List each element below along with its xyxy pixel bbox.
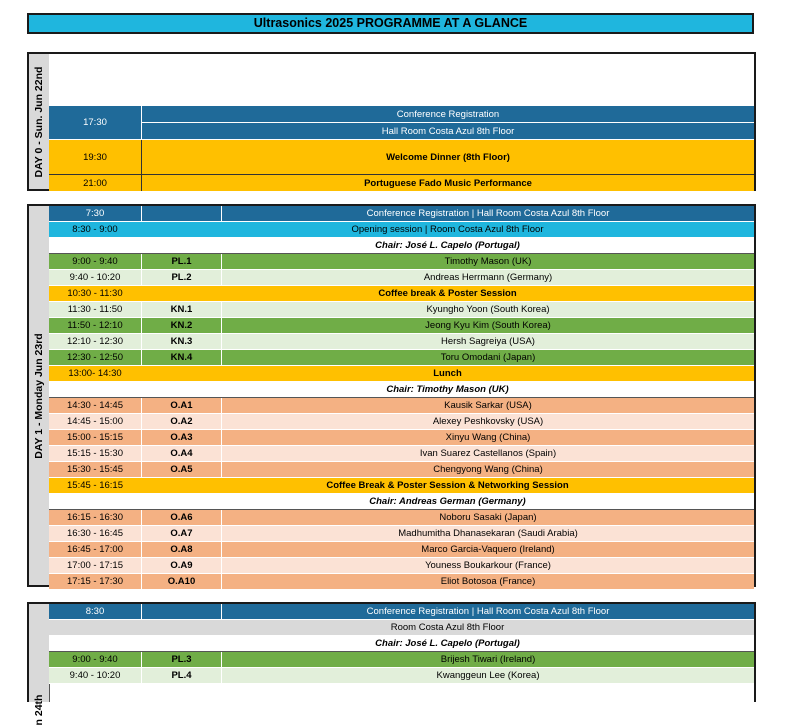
day1-code: O.A6 <box>141 510 221 525</box>
day2-code: PL.4 <box>141 668 221 683</box>
day0-dinner-text: Welcome Dinner (8th Floor) <box>386 151 510 163</box>
day1-speaker: Chengyong Wang (China) <box>221 462 754 477</box>
day1-time <box>49 382 141 397</box>
day2-chair: Chair: José L. Capelo (Portugal) <box>141 636 754 651</box>
day1-speaker: Hersh Sagreiya (USA) <box>221 334 754 349</box>
day1-row <box>49 222 754 238</box>
day1-chair: Chair: Timothy Mason (UK) <box>141 382 754 397</box>
day1-row <box>49 414 754 430</box>
day1-break: Coffee break & Poster Session <box>141 286 754 301</box>
day1-time: 11:30 - 11:50 <box>49 302 141 317</box>
day1-code: O.A8 <box>141 542 221 557</box>
day1-code: O.A5 <box>141 462 221 477</box>
day1-speaker: Jeong Kyu Kim (South Korea) <box>221 318 754 333</box>
day1-code: O.A2 <box>141 414 221 429</box>
day1-code: O.A10 <box>141 574 221 589</box>
day1-row <box>49 526 754 542</box>
day2-row <box>49 604 754 620</box>
day0-fado-row <box>49 175 754 191</box>
day0-fado-time: 21:00 <box>49 175 142 191</box>
day1-code: KN.3 <box>141 334 221 349</box>
day1-label: DAY 1 - Monday Jun 23rd <box>29 206 50 585</box>
day1-time: 14:30 - 14:45 <box>49 398 141 413</box>
day1-row <box>49 366 754 382</box>
day1-block <box>27 204 756 587</box>
day0-label: DAY 0 - Sun. Jun 22nd <box>29 54 50 189</box>
day1-code: KN.2 <box>141 318 221 333</box>
day2-row <box>49 668 754 684</box>
day1-row <box>49 398 754 414</box>
day1-time: 14:45 - 15:00 <box>49 414 141 429</box>
day1-row <box>49 382 754 398</box>
day1-schedule <box>49 206 754 585</box>
day1-speaker: Toru Omodani (Japan) <box>221 350 754 365</box>
day1-time: 15:30 - 15:45 <box>49 462 141 477</box>
day1-speaker: Youness Boukarkour (France) <box>221 558 754 573</box>
day1-text: Conference Registration | Hall Room Costa Azul 8th Floor <box>221 206 754 221</box>
day0-registration-row <box>49 106 754 140</box>
day2-block <box>27 602 756 725</box>
day1-speaker: Andreas Herrmann (Germany) <box>221 270 754 285</box>
day1-speaker: Timothy Mason (UK) <box>221 254 754 269</box>
day0-dinner-row <box>49 140 754 175</box>
day1-speaker: Ivan Suarez Castellanos (Spain) <box>221 446 754 461</box>
day1-code: PL.2 <box>141 270 221 285</box>
day2-time: 9:40 - 10:20 <box>49 668 141 683</box>
day1-time: 12:10 - 12:30 <box>49 334 141 349</box>
day1-time: 16:45 - 17:00 <box>49 542 141 557</box>
day1-time: 15:00 - 15:15 <box>49 430 141 445</box>
day1-time: 15:15 - 15:30 <box>49 446 141 461</box>
day1-time <box>49 238 141 253</box>
day1-time: 12:30 - 12:50 <box>49 350 141 365</box>
day2-text: Conference Registration | Hall Room Costa Azul 8th Floor <box>221 604 754 619</box>
day2-row <box>49 636 754 652</box>
day1-row <box>49 302 754 318</box>
day1-chair: Chair: José L. Capelo (Portugal) <box>141 238 754 253</box>
day1-break: Lunch <box>141 366 754 381</box>
day2-row <box>49 652 754 668</box>
day1-speaker: Kyungho Yoon (South Korea) <box>221 302 754 317</box>
day1-row <box>49 350 754 366</box>
day2-time <box>49 620 141 635</box>
day1-row <box>49 286 754 302</box>
day1-time: 9:00 - 9:40 <box>49 254 141 269</box>
day1-break: Coffee Break & Poster Session & Networking Session <box>141 478 754 493</box>
day0-registration-title: Conference Registration <box>142 106 754 123</box>
day1-speaker: Alexey Peshkovsky (USA) <box>221 414 754 429</box>
day1-code: O.A7 <box>141 526 221 541</box>
day2-schedule <box>49 604 754 702</box>
day1-code: KN.4 <box>141 350 221 365</box>
day1-speaker: Eliot Botosoa (France) <box>221 574 754 589</box>
day1-code: O.A4 <box>141 446 221 461</box>
programme-title: Ultrasonics 2025 PROGRAMME AT A GLANCE <box>27 13 754 34</box>
day1-code <box>141 206 221 221</box>
day2-code: PL.3 <box>141 652 221 667</box>
day2-speaker: Brijesh Tiwari (Ireland) <box>221 652 754 667</box>
day1-speaker: Marco Garcia-Vaquero (Ireland) <box>221 542 754 557</box>
day2-label: n 24th <box>29 604 50 702</box>
day1-row <box>49 334 754 350</box>
day1-time: 16:30 - 16:45 <box>49 526 141 541</box>
day1-row <box>49 446 754 462</box>
day1-time: 13:00- 14:30 <box>49 366 141 381</box>
day0-block <box>27 52 756 191</box>
day1-row <box>49 542 754 558</box>
day1-row <box>49 462 754 478</box>
day1-time: 16:15 - 16:30 <box>49 510 141 525</box>
day2-time <box>49 636 141 651</box>
day1-row <box>49 478 754 494</box>
day1-row <box>49 206 754 222</box>
day1-text: Opening session | Room Costa Azul 8th Floor <box>141 222 754 237</box>
day1-time: 9:40 - 10:20 <box>49 270 141 285</box>
day1-row <box>49 558 754 574</box>
day1-time: 17:00 - 17:15 <box>49 558 141 573</box>
day0-blank-area <box>49 54 754 106</box>
day0-fado-text: Portuguese Fado Music Performance <box>364 177 532 189</box>
day2-row <box>49 620 754 636</box>
day1-row <box>49 494 754 510</box>
day1-time: 15:45 - 16:15 <box>49 478 141 493</box>
day1-code: O.A3 <box>141 430 221 445</box>
day1-time: 11:50 - 12:10 <box>49 318 141 333</box>
day1-speaker: Kausik Sarkar (USA) <box>221 398 754 413</box>
day2-code <box>141 604 221 619</box>
day1-chair: Chair: Andreas German (Germany) <box>141 494 754 509</box>
day1-code: KN.1 <box>141 302 221 317</box>
day1-row <box>49 270 754 286</box>
day1-code: PL.1 <box>141 254 221 269</box>
day1-time <box>49 494 141 509</box>
day1-row <box>49 510 754 526</box>
day1-time: 8:30 - 9:00 <box>49 222 141 237</box>
day1-code: O.A9 <box>141 558 221 573</box>
day1-row <box>49 254 754 270</box>
day0-dinner-time: 19:30 <box>49 140 142 174</box>
day1-speaker: Noboru Sasaki (Japan) <box>221 510 754 525</box>
day1-code: O.A1 <box>141 398 221 413</box>
day1-row <box>49 574 754 590</box>
day2-time: 8:30 <box>49 604 141 619</box>
day2-text: Room Costa Azul 8th Floor <box>141 620 754 635</box>
day2-time: 9:00 - 9:40 <box>49 652 141 667</box>
day1-time: 7:30 <box>49 206 141 221</box>
day0-registration-time: 17:30 <box>49 106 142 139</box>
day1-row <box>49 430 754 446</box>
day0-registration-place: Hall Room Costa Azul 8th Floor <box>142 123 754 139</box>
day1-speaker: Madhumitha Dhanasekaran (Saudi Arabia) <box>221 526 754 541</box>
day1-time: 17:15 - 17:30 <box>49 574 141 589</box>
day1-row <box>49 318 754 334</box>
day2-speaker: Kwanggeun Lee (Korea) <box>221 668 754 683</box>
day1-speaker: Xinyu Wang (China) <box>221 430 754 445</box>
day1-time: 10:30 - 11:30 <box>49 286 141 301</box>
day1-row <box>49 238 754 254</box>
